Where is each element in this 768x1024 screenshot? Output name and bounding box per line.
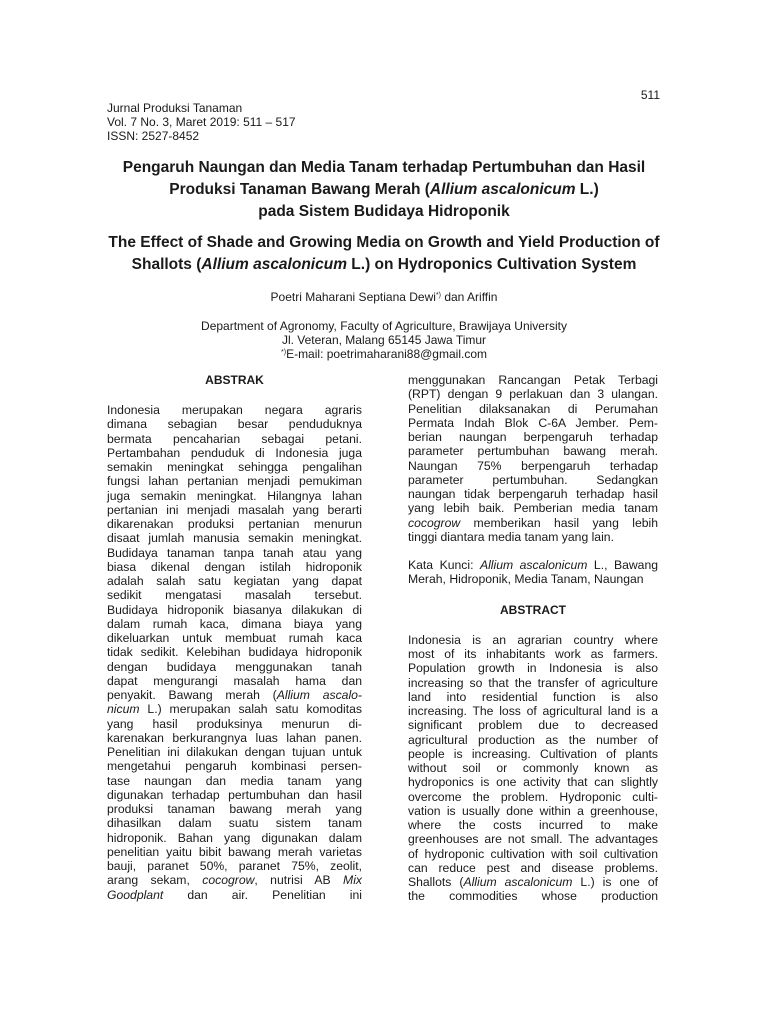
abstrak-line: parameter pertumbuhan. Sedangkan — [408, 472, 658, 487]
abstrak-text: dan air. Penelitian ini — [163, 887, 362, 902]
title-id-line-1: Pengaruh Naungan dan Media Tanam terhadap Pertumbuhan dan Hasil — [122, 159, 646, 176]
abstract-line: overcome the problem. Hydroponic culti- — [408, 789, 658, 804]
abstrak-line: dihasilkan dalam suatu sistem tanam — [107, 816, 362, 831]
abstract-body — [408, 633, 658, 875]
keywords-line — [408, 558, 658, 572]
abstrak-line: Penelitian dilaksanakan di Perumahan — [408, 401, 658, 416]
title-en-species: Allium ascalonicum — [201, 256, 347, 273]
abstrak-line: biasa dikenal dengan istilah hidroponik — [107, 559, 362, 574]
keywords-line: Merah, Hidroponik, Media Tanam, Naungan — [408, 572, 644, 587]
abstrak-line: yang lebih baik. Pemberian media tanam — [408, 501, 658, 516]
abstrak-line: mengetahui pengaruh kombinasi persen- — [107, 759, 362, 774]
journal-header — [107, 101, 296, 143]
abstrak-line: penelitian yaitu bibit bawang merah varietas — [107, 844, 362, 859]
left-column — [107, 373, 362, 902]
abstrak-line: Budidaya hidroponik biasanya dilakukan di — [107, 602, 362, 617]
spacer — [408, 617, 658, 633]
abstrak-line: naungan tidak berpengaruh terhadap hasil — [408, 487, 658, 501]
abstrak-line: Permata Indah Blok C-6A Jember. Pem- — [408, 415, 658, 430]
abstrak-line: digunakan terhadap pertumbuhan dan hasil — [107, 787, 362, 802]
abstrak-body — [107, 403, 362, 688]
keywords-label: Kata Kunci: — [408, 558, 480, 572]
abstract-line: people is increasing. Cultivation of plants — [408, 746, 658, 761]
abstrak-line: hidroponik. Bahan yang digunakan dalam — [107, 830, 362, 845]
abstrak-line — [107, 873, 362, 887]
abstrak-line: tinggi diantara media tanam yang lain. — [408, 529, 614, 544]
abstrak-italic: cocogrow — [408, 515, 461, 530]
abstract-text: L.) is one of — [572, 875, 658, 889]
abstrak-line: juga semakin meningkat. Hilangnya lahan — [107, 488, 362, 503]
abstrak-line: Pertambahan penduduk di Indonesia juga — [107, 445, 362, 460]
abstrak-line: dikarenakan produksi pertanian menurun — [107, 517, 362, 531]
abstract-line: increasing so that the transfer of agriculture — [408, 675, 658, 690]
email — [80, 347, 688, 361]
abstract-species: Allium ascalonicum — [463, 875, 573, 889]
abstract-line: Indonesia is an agrarian country where — [408, 632, 658, 647]
abstract-line: can reduce pest and disease problems. — [408, 860, 658, 875]
keywords-species: Allium ascalonicum — [479, 558, 588, 572]
abstrak-line: parameter pertumbuhan bawang merah. — [408, 444, 658, 459]
abstrak-line: fungsi lahan pertanian menjadi pemukiman — [107, 474, 362, 489]
abstrak-line: dengan budidaya menggunakan tanah — [107, 659, 362, 674]
title-en-line-2-end: L.) on Hydroponics Cultivation System — [346, 256, 637, 273]
page-number: 511 — [640, 88, 660, 102]
keywords-text: L., Bawang — [587, 558, 659, 572]
authors — [80, 290, 688, 304]
title-id-species: Allium ascalonicum — [429, 181, 576, 198]
abstrak-text: arang sekam, — [107, 873, 203, 888]
abstract-line: without soil or commonly known as — [408, 761, 658, 775]
abstrak-line: karenakan berkurangnya luas lahan panen. — [107, 730, 362, 745]
affiliation — [80, 319, 688, 361]
abstract-line: greenhouses are not small. The advantages — [408, 832, 658, 847]
title-en-line-1: The Effect of Shade and Growing Media on Growth and Yield Production of — [108, 234, 660, 251]
abstrak-line: dalam rumah kaca, dimana biaya yang — [107, 616, 362, 631]
abstrak-line: Budidaya tanaman tanpa tanah atau yang — [107, 545, 362, 560]
abstract-text: Shallots ( — [408, 875, 464, 889]
abstrak-line: (RPT) dengan 9 perlakuan dan 3 ulangan. — [408, 387, 658, 402]
abstrak-line: bauji, paranet 50%, paranet 75%, zeolit, — [107, 859, 362, 873]
title-id-line-2-start: Produksi Tanaman Bawang Merah ( — [169, 181, 430, 198]
title-id-line-2-end: L.) — [575, 181, 599, 198]
abstract-line: vation is usually done within a greenhouse, — [408, 803, 658, 818]
abstrak-line — [408, 516, 658, 530]
abstrak-text: L.) merupakan salah satu komoditas — [139, 702, 362, 717]
abstrak-line: menggunakan Rancangan Petak Terbagi — [408, 373, 658, 387]
abstrak-line: dikeluarkan untuk membuat rumah kaca — [107, 631, 362, 645]
journal-issn: ISSN: 2527-8452 — [107, 129, 200, 143]
abstrak-species: nicum — [107, 702, 140, 717]
abstrak-line — [107, 888, 362, 902]
abstrak-line: dapat mengurangi masalah hama dan — [107, 673, 362, 688]
abstrak-line: dimana sebagian besar penduduknya — [107, 417, 362, 432]
abstract-line: Population growth in Indonesia is also — [408, 661, 658, 676]
title-id-line-3: pada Sistem Budidaya Hidroponik — [258, 203, 510, 220]
spacer — [408, 587, 658, 603]
abstrak-line: tidak sedikit. Kelebihan budidaya hidroponik — [107, 645, 362, 660]
corresponding-mark: *) — [435, 292, 441, 299]
abstrak-line — [107, 702, 362, 716]
email-text: E-mail: poetrimaharani88@gmail.com — [286, 347, 487, 361]
abstrak-continued — [408, 373, 658, 516]
abstrak-line: berian naungan berpengaruh terhadap — [408, 430, 658, 444]
abstrak-line: Naungan 75% berpengaruh terhadap — [408, 458, 658, 473]
abstrak-line: bermata pencaharian sebagai petani. — [107, 431, 362, 446]
abstrak-text: , nutrisi AB — [254, 873, 344, 888]
author-2: dan Ariffin — [441, 290, 498, 304]
title-english — [80, 232, 688, 276]
abstract-line: of hydroponic cultivation with soil cultivation — [408, 846, 658, 861]
abstract-line: agricultural production as the number of — [408, 732, 658, 747]
department: Department of Agronomy, Faculty of Agriculture, Brawijaya University — [201, 319, 567, 333]
address: Jl. Veteran, Malang 65145 Jawa Timur — [281, 333, 487, 347]
abstrak-italic: Mix — [343, 873, 363, 888]
abstract-line — [408, 875, 658, 889]
abstrak-line: semakin meningkat sehingga pengalihan — [107, 460, 362, 474]
email-mark: *) — [281, 349, 287, 356]
abstract-heading: ABSTRACT — [500, 602, 566, 617]
abstrak-text: penyakit. Bawang merah ( — [107, 688, 277, 702]
abstrak-line: sedikit mengatasi masalah tersebut. — [107, 588, 362, 603]
journal-name: Jurnal Produksi Tanaman — [107, 101, 243, 115]
abstrak-heading: ABSTRAK — [205, 373, 264, 387]
abstract-line: land into residential function is also — [408, 689, 658, 704]
abstrak-line: produksi tanaman bawang merah yang — [107, 802, 362, 816]
title-id-line-2 — [80, 179, 688, 201]
abstract-line: significant problem due to decreased — [408, 718, 658, 733]
abstrak-text: memberikan hasil yang lebih — [460, 515, 658, 530]
title-en-line-2 — [80, 254, 688, 276]
title-en-line-2-start: Shallots ( — [131, 256, 202, 273]
abstrak-line: Indonesia merupakan negara agraris — [107, 403, 362, 417]
abstrak-line: yang hasil produksinya menurun di- — [107, 716, 362, 731]
abstrak-line — [107, 688, 362, 702]
abstract-line: hydroponics is one activity that can slightly — [408, 775, 658, 790]
abstract-line: increasing. The loss of agricultural land is a — [408, 704, 658, 718]
title-indonesian — [80, 157, 688, 223]
abstrak-line: adalah salah satu kegiatan yang dapat — [107, 574, 362, 588]
author-1: Poetri Maharani Septiana Dewi — [270, 290, 436, 304]
abstrak-line: disaat jumlah manusia semakin meningkat. — [107, 531, 362, 546]
abstract-line: most of its inhabitants work as farmers. — [408, 647, 658, 661]
abstract-line: where the costs incurred to make — [408, 818, 658, 832]
abstrak-line: pertanian ini menjadi masalah yang berarti — [107, 502, 362, 517]
right-column — [408, 373, 658, 904]
abstrak-line: Penelitian ini dilakukan dengan tujuan untuk — [107, 745, 362, 759]
abstrak-line: tase naungan dan media tanam yang — [107, 773, 362, 788]
spacer — [408, 544, 658, 558]
abstrak-italic: Goodplant — [107, 887, 164, 902]
abstrak-body-continued — [107, 717, 362, 874]
journal-volume: Vol. 7 No. 3, Maret 2019: 511 – 517 — [107, 115, 296, 129]
abstract-line: the commodities whose production — [408, 889, 658, 904]
abstrak-species: Allium ascalo- — [276, 688, 362, 702]
abstrak-italic: cocogrow — [202, 873, 255, 888]
